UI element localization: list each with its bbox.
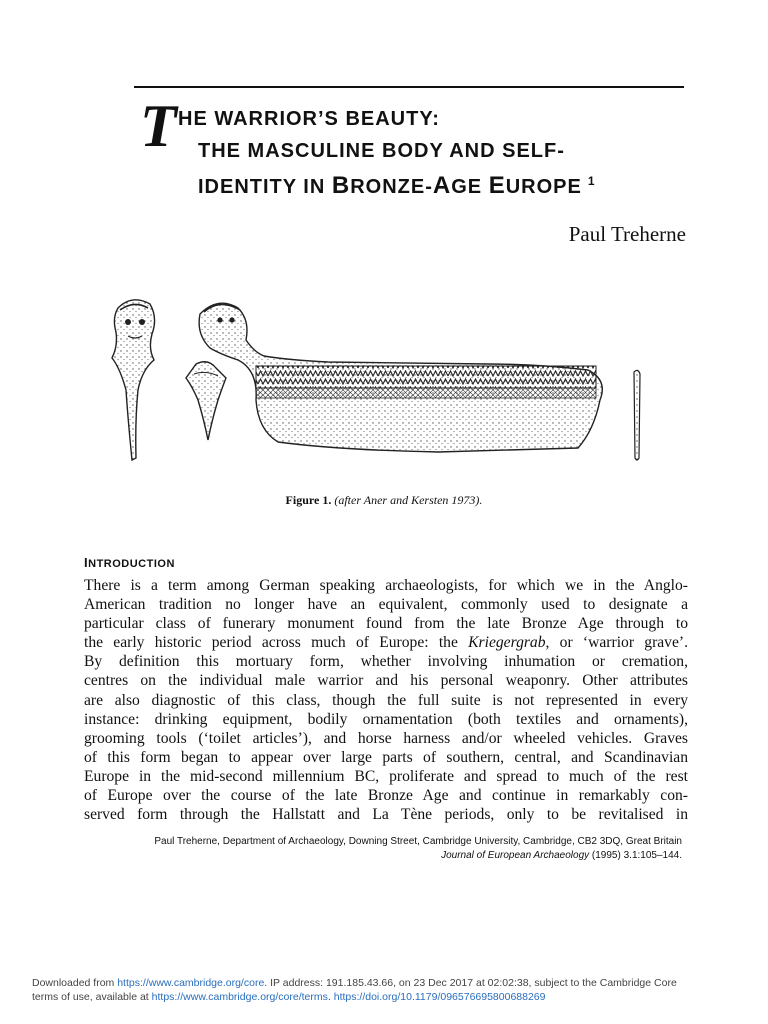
figure-caption [0,493,768,508]
footnote-marker: 1 [587,174,596,189]
terms-link[interactable]: https://www.cambridge.org/core/terms [151,991,328,1003]
download-notice [32,976,752,1004]
notice-separator: . [327,991,334,1003]
body-line: of Europe over the course of the late Bronze Age and continue in remarkably con- [84,787,688,805]
body-paragraph [84,576,688,824]
title-rule [134,86,684,88]
body-line: particular class of funerary monument found from the late Bronze Age through to [84,615,688,633]
body-line-4-b: , or ‘warrior grave’. [545,634,688,652]
title-line-1: HE WARRIOR’S BEAUTY: [178,108,440,130]
body-line [84,633,688,652]
razor-with-head [199,303,602,452]
figurine-torso [186,362,226,440]
body-line: There is a term among German speaking archaeologists, for which we in the Anglo- [84,577,688,594]
body-line: are also diagnostic of this class, though the full suite is not represented in every [84,691,688,709]
notice-middle: . IP address: 191.185.43.66, on 23 Dec 2017 at 02:02:38, subject to the Cambridge Core [264,977,677,989]
title-line-3-b1: B [331,172,351,199]
journal-citation [154,849,682,863]
body-line: centres on the individual male warrior and his personal weaponry. Other attributes [84,672,688,690]
figure-1-illustration [108,290,668,480]
section-heading [84,555,175,570]
notice-prefix: Downloaded from [32,977,118,989]
cambridge-core-link[interactable]: https://www.cambridge.org/core [117,977,265,989]
body-line-4-a: the early historic period across much of Europe: the [84,634,469,652]
body-line: of this form began to appear over large parts of southern, central, and Scandinavian [84,748,688,766]
figure-caption-label: Figure 1. [285,493,332,507]
body-line: instance: drinking equipment, bodily ornamentation (both textiles and ornaments), [84,710,688,728]
body-line: served form through the Hallstatt and La Tène periods, only to be revitalised in [84,806,688,824]
body-line: American tradition no longer have an equivalent, commonly used to designate a [84,596,688,614]
body-line: Europe in the mid-second millennium BC, proliferate and spread to much of the rest [84,767,688,785]
affiliation-line: Paul Treherne, Department of Archaeology, Downing Street, Cambridge University, Cambridge, CB2 3DQ, Great Britain [154,836,682,847]
doi-link[interactable]: https://doi.org/10.1179/096576695800688269 [333,991,546,1003]
notice-line2-prefix: terms of use, available at [32,991,152,1003]
body-line: grooming tools (‘toilet articles’), and horse harness and/or wheeled vehicles. Graves [84,729,688,747]
journal-name: Journal of European Archaeology [441,850,590,861]
title-line-3-b2: RONZE- [350,176,433,198]
title-line-2: THE MASCULINE BODY AND SELF- [198,140,565,162]
title-dropcap: T [140,93,177,159]
author-name: Paul Treherne [568,222,686,246]
title-line-3-d2: UROPE [505,176,582,198]
journal-volume: (1995) 3.1:105–144. [589,850,682,861]
figurine-handle-left [112,300,155,460]
title-line-3-a: IDENTITY IN [198,176,332,198]
blade-side-view [634,370,640,460]
title-line-3 [198,172,596,200]
author-affiliation [154,835,682,863]
figure-drawing [108,290,668,480]
title-line-3-c2: GE [451,176,489,198]
body-line-4-italic: Kriegergrab [468,634,546,652]
title-line-3-d1: E [488,172,506,199]
section-heading-rest: NTRODUCTION [88,558,175,570]
figure-caption-text: (after Aner and Kersten 1973). [334,493,483,507]
section-heading-first: I [84,555,89,570]
body-line: By definition this mortuary form, whether involving inhumation or cremation, [84,653,688,671]
title-line-3-c1: A [432,172,452,199]
